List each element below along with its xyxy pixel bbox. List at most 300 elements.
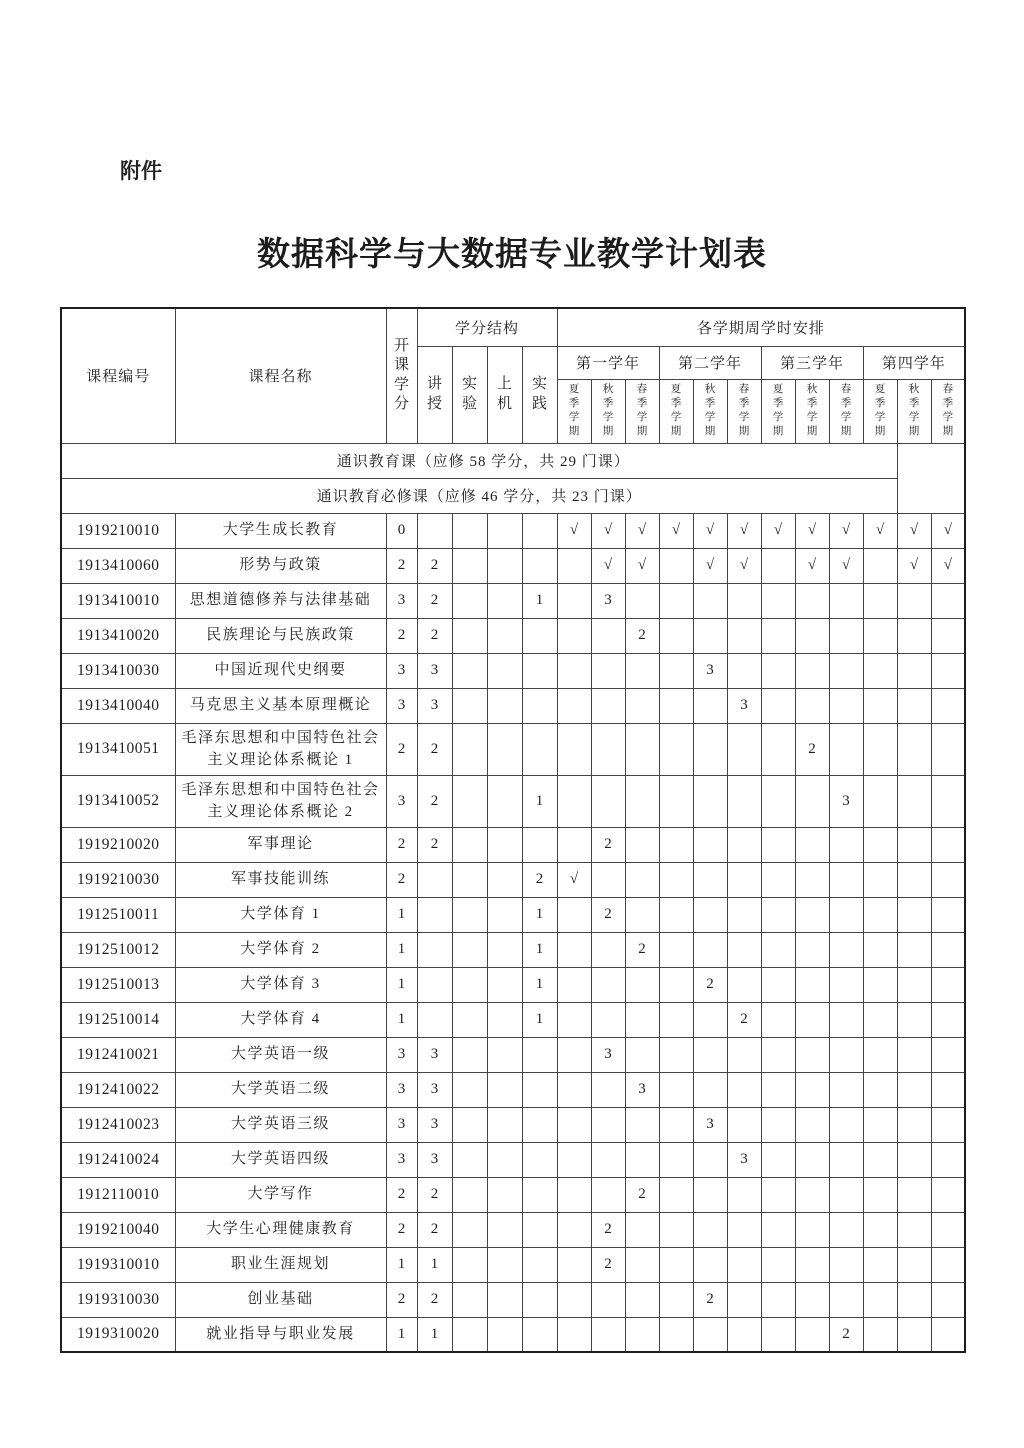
section-label: 通识教育课（应修 58 学分，共 29 门课） xyxy=(61,443,897,478)
header-y2-autumn xyxy=(693,379,727,443)
practice-hours-cell xyxy=(522,1212,557,1247)
semester-label: 春季学期 xyxy=(942,384,954,437)
semester-cell xyxy=(931,1317,965,1352)
experiment-hours-cell xyxy=(452,548,487,583)
semester-cell xyxy=(829,1282,863,1317)
course-id-cell: 1912410022 xyxy=(61,1072,175,1107)
semester-cell xyxy=(761,723,795,775)
semester-cell: √ xyxy=(625,513,659,548)
header-computer-label: 上机 xyxy=(496,376,512,412)
semester-cell xyxy=(625,862,659,897)
experiment-hours-cell xyxy=(452,618,487,653)
semester-cell: √ xyxy=(897,513,931,548)
lecture-hours-cell xyxy=(417,862,452,897)
semester-cell xyxy=(829,1002,863,1037)
course-id-cell: 1912110010 xyxy=(61,1177,175,1212)
semester-cell: 2 xyxy=(591,827,625,862)
course-id-cell: 1919310020 xyxy=(61,1317,175,1352)
practice-hours-cell: 1 xyxy=(522,583,557,618)
semester-cell xyxy=(795,967,829,1002)
semester-cell xyxy=(931,932,965,967)
course-name-cell: 中国近现代史纲要 xyxy=(175,653,386,688)
practice-hours-cell: 1 xyxy=(522,775,557,827)
semester-cell xyxy=(897,827,931,862)
lecture-hours-cell: 2 xyxy=(417,548,452,583)
computer-hours-cell xyxy=(487,897,522,932)
credits-cell: 2 xyxy=(386,862,417,897)
computer-hours-cell xyxy=(487,932,522,967)
semester-cell: 2 xyxy=(693,967,727,1002)
semester-cell xyxy=(693,688,727,723)
header-experiment-label: 实验 xyxy=(461,376,477,412)
semester-cell xyxy=(761,618,795,653)
experiment-hours-cell xyxy=(452,1282,487,1317)
semester-cell xyxy=(795,583,829,618)
semester-cell xyxy=(829,583,863,618)
course-row xyxy=(61,583,965,618)
course-row xyxy=(61,548,965,583)
semester-cell xyxy=(931,723,965,775)
semester-cell xyxy=(897,932,931,967)
semester-cell xyxy=(931,653,965,688)
semester-cell xyxy=(795,1212,829,1247)
experiment-hours-cell xyxy=(452,862,487,897)
semester-cell xyxy=(557,897,591,932)
course-id-cell: 1913410051 xyxy=(61,723,175,775)
lecture-hours-cell: 2 xyxy=(417,775,452,827)
computer-hours-cell xyxy=(487,1212,522,1247)
semester-cell xyxy=(761,1212,795,1247)
semester-cell: √ xyxy=(897,548,931,583)
semester-cell xyxy=(727,1317,761,1352)
semester-cell xyxy=(795,1282,829,1317)
credits-cell: 2 xyxy=(386,618,417,653)
semester-cell xyxy=(557,1107,591,1142)
semester-cell xyxy=(659,618,693,653)
semester-cell xyxy=(829,1177,863,1212)
semester-cell xyxy=(625,1212,659,1247)
semester-cell xyxy=(795,653,829,688)
semester-cell xyxy=(829,967,863,1002)
semester-cell xyxy=(863,583,897,618)
computer-hours-cell xyxy=(487,1002,522,1037)
semester-cell xyxy=(591,653,625,688)
semester-cell xyxy=(625,1247,659,1282)
semester-cell xyxy=(795,1142,829,1177)
semester-cell xyxy=(659,862,693,897)
semester-cell xyxy=(727,1282,761,1317)
section-row-general-required xyxy=(61,478,965,513)
semester-cell: 2 xyxy=(591,897,625,932)
semester-cell xyxy=(761,827,795,862)
course-name-cell: 创业基础 xyxy=(175,1282,386,1317)
semester-cell xyxy=(727,967,761,1002)
semester-cell xyxy=(829,1142,863,1177)
semester-cell xyxy=(863,932,897,967)
semester-cell xyxy=(659,1072,693,1107)
semester-cell xyxy=(761,967,795,1002)
semester-cell xyxy=(625,688,659,723)
semester-cell xyxy=(659,653,693,688)
semester-label: 秋季学期 xyxy=(806,384,818,437)
semester-cell: 2 xyxy=(829,1317,863,1352)
lecture-hours-cell: 2 xyxy=(417,1177,452,1212)
semester-cell xyxy=(761,1142,795,1177)
course-row xyxy=(61,1177,965,1212)
semester-cell xyxy=(557,688,591,723)
semester-cell: 3 xyxy=(591,1037,625,1072)
semester-cell xyxy=(931,1037,965,1072)
semester-cell xyxy=(557,1142,591,1177)
semester-cell xyxy=(829,1037,863,1072)
semester-cell xyxy=(557,548,591,583)
course-id-cell: 1913410010 xyxy=(61,583,175,618)
lecture-hours-cell: 2 xyxy=(417,723,452,775)
semester-cell xyxy=(863,1177,897,1212)
semester-cell xyxy=(897,862,931,897)
semester-cell xyxy=(557,653,591,688)
semester-cell: 3 xyxy=(625,1072,659,1107)
lecture-hours-cell: 3 xyxy=(417,1072,452,1107)
computer-hours-cell xyxy=(487,827,522,862)
computer-hours-cell xyxy=(487,1142,522,1177)
practice-hours-cell xyxy=(522,653,557,688)
semester-cell xyxy=(897,723,931,775)
semester-cell xyxy=(625,967,659,1002)
semester-cell xyxy=(693,897,727,932)
semester-cell: √ xyxy=(557,513,591,548)
semester-cell xyxy=(863,1282,897,1317)
semester-cell xyxy=(931,1247,965,1282)
course-name-cell: 大学体育 4 xyxy=(175,1002,386,1037)
semester-cell xyxy=(931,618,965,653)
computer-hours-cell xyxy=(487,1072,522,1107)
semester-cell xyxy=(591,618,625,653)
semester-cell xyxy=(761,1317,795,1352)
header-y4-summer xyxy=(863,379,897,443)
practice-hours-cell xyxy=(522,1107,557,1142)
semester-cell: 3 xyxy=(727,1142,761,1177)
experiment-hours-cell xyxy=(452,723,487,775)
semester-cell xyxy=(727,653,761,688)
course-id-cell: 1913410052 xyxy=(61,775,175,827)
semester-cell xyxy=(897,775,931,827)
semester-cell xyxy=(625,1002,659,1037)
course-name-cell: 形势与政策 xyxy=(175,548,386,583)
lecture-hours-cell: 1 xyxy=(417,1317,452,1352)
semester-cell xyxy=(897,688,931,723)
semester-cell: 2 xyxy=(727,1002,761,1037)
semester-cell xyxy=(693,583,727,618)
semester-cell xyxy=(863,1247,897,1282)
semester-cell: 2 xyxy=(591,1247,625,1282)
semester-cell xyxy=(625,1037,659,1072)
experiment-hours-cell xyxy=(452,1142,487,1177)
course-name-cell: 大学生成长教育 xyxy=(175,513,386,548)
semester-cell xyxy=(727,618,761,653)
course-id-cell: 1919210030 xyxy=(61,862,175,897)
practice-hours-cell xyxy=(522,618,557,653)
course-id-cell: 1912410023 xyxy=(61,1107,175,1142)
semester-cell xyxy=(693,1002,727,1037)
credits-cell: 0 xyxy=(386,513,417,548)
semester-label: 秋季学期 xyxy=(908,384,920,437)
semester-cell xyxy=(897,1002,931,1037)
course-row xyxy=(61,618,965,653)
semester-cell xyxy=(693,775,727,827)
practice-hours-cell xyxy=(522,1072,557,1107)
lecture-hours-cell: 3 xyxy=(417,1142,452,1177)
semester-cell xyxy=(693,1317,727,1352)
semester-cell xyxy=(659,688,693,723)
semester-cell xyxy=(829,653,863,688)
semester-cell xyxy=(727,932,761,967)
semester-cell: √ xyxy=(795,548,829,583)
semester-cell xyxy=(761,775,795,827)
credits-cell: 3 xyxy=(386,1072,417,1107)
header-y4-spring xyxy=(931,379,965,443)
lecture-hours-cell: 3 xyxy=(417,1037,452,1072)
course-id-cell: 1912410024 xyxy=(61,1142,175,1177)
semester-cell xyxy=(863,827,897,862)
semester-label: 夏季学期 xyxy=(670,384,682,437)
course-table-body xyxy=(61,443,965,1352)
header-practice xyxy=(522,346,557,443)
semester-cell: 3 xyxy=(829,775,863,827)
semester-cell xyxy=(727,862,761,897)
course-id-cell: 1913410030 xyxy=(61,653,175,688)
semester-cell xyxy=(829,862,863,897)
semester-cell xyxy=(557,1002,591,1037)
semester-cell xyxy=(795,1002,829,1037)
experiment-hours-cell xyxy=(452,775,487,827)
header-y4-autumn xyxy=(897,379,931,443)
credits-cell: 3 xyxy=(386,1037,417,1072)
semester-cell xyxy=(795,862,829,897)
course-row xyxy=(61,1247,965,1282)
credits-cell: 2 xyxy=(386,827,417,862)
semester-cell xyxy=(795,1107,829,1142)
course-name-cell: 毛泽东思想和中国特色社会主义理论体系概论 2 xyxy=(175,775,386,827)
semester-cell xyxy=(897,967,931,1002)
semester-label: 春季学期 xyxy=(738,384,750,437)
semester-cell xyxy=(863,1002,897,1037)
header-y3-autumn xyxy=(795,379,829,443)
course-row xyxy=(61,653,965,688)
practice-hours-cell xyxy=(522,723,557,775)
semester-cell xyxy=(659,1282,693,1317)
course-row xyxy=(61,897,965,932)
credits-cell: 1 xyxy=(386,1247,417,1282)
semester-cell xyxy=(659,1142,693,1177)
header-experiment xyxy=(452,346,487,443)
semester-label: 春季学期 xyxy=(636,384,648,437)
experiment-hours-cell xyxy=(452,1037,487,1072)
semester-cell: √ xyxy=(591,548,625,583)
section-label: 通识教育必修课（应修 46 学分，共 23 门课） xyxy=(61,478,897,513)
semester-cell xyxy=(761,1037,795,1072)
semester-cell xyxy=(557,1177,591,1212)
semester-cell xyxy=(591,1002,625,1037)
semester-cell xyxy=(931,775,965,827)
lecture-hours-cell: 2 xyxy=(417,1282,452,1317)
semester-cell: 2 xyxy=(625,618,659,653)
course-id-cell: 1912510013 xyxy=(61,967,175,1002)
semester-cell xyxy=(897,653,931,688)
semester-cell xyxy=(659,1002,693,1037)
header-computer xyxy=(487,346,522,443)
semester-cell: √ xyxy=(829,548,863,583)
semester-cell xyxy=(591,723,625,775)
semester-cell xyxy=(761,932,795,967)
practice-hours-cell xyxy=(522,1317,557,1352)
semester-label: 秋季学期 xyxy=(602,384,614,437)
practice-hours-cell xyxy=(522,827,557,862)
semester-cell xyxy=(863,1212,897,1247)
course-row xyxy=(61,967,965,1002)
semester-cell xyxy=(931,967,965,1002)
course-name-cell: 军事理论 xyxy=(175,827,386,862)
semester-cell xyxy=(693,1177,727,1212)
semester-cell xyxy=(693,723,727,775)
experiment-hours-cell xyxy=(452,688,487,723)
computer-hours-cell xyxy=(487,513,522,548)
practice-hours-cell xyxy=(522,1282,557,1317)
semester-cell: 2 xyxy=(795,723,829,775)
semester-cell xyxy=(897,1317,931,1352)
computer-hours-cell xyxy=(487,548,522,583)
credits-cell: 3 xyxy=(386,688,417,723)
semester-cell xyxy=(591,1072,625,1107)
semester-cell xyxy=(863,653,897,688)
course-name-cell: 就业指导与职业发展 xyxy=(175,1317,386,1352)
semester-cell xyxy=(761,1282,795,1317)
computer-hours-cell xyxy=(487,775,522,827)
semester-cell xyxy=(557,1282,591,1317)
semester-cell xyxy=(727,1037,761,1072)
semester-cell xyxy=(795,688,829,723)
practice-hours-cell xyxy=(522,688,557,723)
course-name-cell: 大学英语二级 xyxy=(175,1072,386,1107)
credits-cell: 3 xyxy=(386,1142,417,1177)
lecture-hours-cell: 2 xyxy=(417,583,452,618)
semester-cell xyxy=(591,1177,625,1212)
semester-cell xyxy=(829,1072,863,1107)
semester-cell xyxy=(829,723,863,775)
semester-cell xyxy=(727,827,761,862)
semester-cell xyxy=(897,1177,931,1212)
semester-cell xyxy=(795,775,829,827)
semester-cell: √ xyxy=(557,862,591,897)
course-name-cell: 大学体育 2 xyxy=(175,932,386,967)
semester-cell xyxy=(727,775,761,827)
course-id-cell: 1912410021 xyxy=(61,1037,175,1072)
header-y2-spring xyxy=(727,379,761,443)
experiment-hours-cell xyxy=(452,827,487,862)
lecture-hours-cell: 2 xyxy=(417,827,452,862)
semester-cell xyxy=(625,1282,659,1317)
semester-cell xyxy=(761,1177,795,1212)
semester-cell xyxy=(863,723,897,775)
practice-hours-cell xyxy=(522,513,557,548)
teaching-plan-table xyxy=(60,307,966,1353)
course-name-cell: 大学英语一级 xyxy=(175,1037,386,1072)
header-year-4: 第四学年 xyxy=(863,346,965,379)
semester-cell xyxy=(863,862,897,897)
header-lecture xyxy=(417,346,452,443)
course-row xyxy=(61,688,965,723)
semester-cell xyxy=(625,827,659,862)
computer-hours-cell xyxy=(487,653,522,688)
course-row xyxy=(61,1107,965,1142)
semester-cell xyxy=(761,1002,795,1037)
experiment-hours-cell xyxy=(452,967,487,1002)
semester-cell: √ xyxy=(931,513,965,548)
course-id-cell: 1919210040 xyxy=(61,1212,175,1247)
lecture-hours-cell xyxy=(417,513,452,548)
credits-cell: 2 xyxy=(386,1177,417,1212)
semester-cell xyxy=(829,1247,863,1282)
semester-cell xyxy=(863,618,897,653)
semester-cell xyxy=(863,1072,897,1107)
header-year-2: 第二学年 xyxy=(659,346,761,379)
semester-cell xyxy=(931,1282,965,1317)
semester-cell: 2 xyxy=(591,1212,625,1247)
credits-cell: 3 xyxy=(386,1107,417,1142)
semester-cell xyxy=(557,1037,591,1072)
course-name-cell: 大学生心理健康教育 xyxy=(175,1212,386,1247)
course-row xyxy=(61,1212,965,1247)
semester-cell xyxy=(761,1247,795,1282)
semester-cell: 2 xyxy=(625,1177,659,1212)
semester-cell: √ xyxy=(795,513,829,548)
header-y1-spring xyxy=(625,379,659,443)
semester-cell xyxy=(863,548,897,583)
course-id-cell: 1913410020 xyxy=(61,618,175,653)
course-name-cell: 思想道德修养与法律基础 xyxy=(175,583,386,618)
semester-cell xyxy=(795,897,829,932)
semester-cell xyxy=(659,723,693,775)
semester-cell xyxy=(693,1037,727,1072)
semester-cell xyxy=(625,1107,659,1142)
semester-cell: √ xyxy=(693,548,727,583)
semester-label: 秋季学期 xyxy=(704,384,716,437)
header-y2-summer xyxy=(659,379,693,443)
course-row xyxy=(61,723,965,775)
header-year-3: 第三学年 xyxy=(761,346,863,379)
semester-cell xyxy=(897,1107,931,1142)
lecture-hours-cell xyxy=(417,1002,452,1037)
course-row xyxy=(61,827,965,862)
semester-cell xyxy=(863,1142,897,1177)
semester-cell xyxy=(591,1282,625,1317)
semester-cell xyxy=(727,1212,761,1247)
course-row xyxy=(61,1142,965,1177)
lecture-hours-cell: 1 xyxy=(417,1247,452,1282)
semester-cell xyxy=(659,1317,693,1352)
semester-cell xyxy=(863,897,897,932)
semester-cell xyxy=(863,967,897,1002)
practice-hours-cell xyxy=(522,1247,557,1282)
semester-cell: √ xyxy=(727,513,761,548)
semester-cell xyxy=(795,1037,829,1072)
experiment-hours-cell xyxy=(452,1247,487,1282)
semester-cell xyxy=(591,1142,625,1177)
experiment-hours-cell xyxy=(452,653,487,688)
credits-cell: 2 xyxy=(386,548,417,583)
semester-cell xyxy=(659,1037,693,1072)
practice-hours-cell: 1 xyxy=(522,897,557,932)
